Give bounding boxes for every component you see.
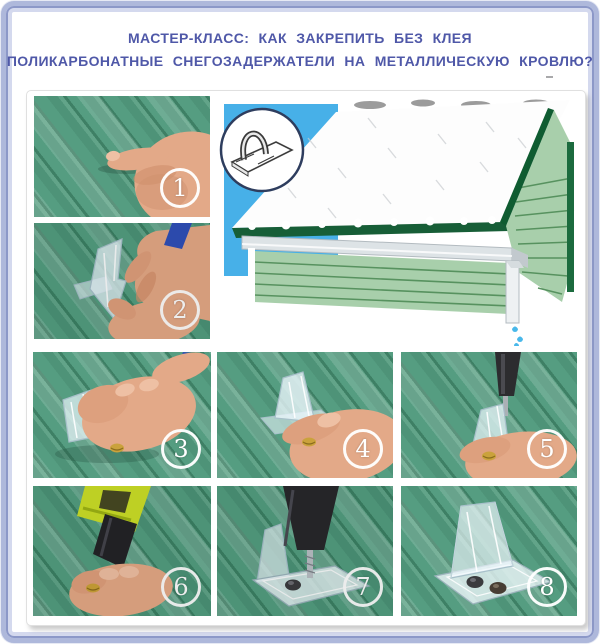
step-photo-6 — [33, 486, 211, 616]
step-number: 5 — [539, 435, 555, 463]
hand-icon — [67, 559, 176, 616]
house-snowy-roof-illustration — [218, 98, 576, 346]
screw-head-icon — [285, 580, 301, 591]
title-line-2: ПОЛИКАРБОНАТНЫЕ СНЕГОЗАДЕРЖАТЕЛИ НА МЕТАЛЛИЧЕСКУЮ КРОВЛЮ? — [6, 53, 594, 69]
hand-icon — [105, 119, 210, 217]
roof-illustration — [218, 98, 576, 346]
step-badge — [160, 290, 200, 330]
step-number: 6 — [173, 573, 189, 601]
step-photo-8 — [401, 486, 577, 616]
step-number: 4 — [355, 435, 371, 463]
step-number: 8 — [539, 573, 555, 601]
step-photo-7 — [217, 486, 393, 616]
ring-icon — [302, 438, 316, 447]
step-number: 1 — [172, 174, 188, 202]
snow-guard-inset-icon — [221, 109, 303, 191]
outer-frame — [1, 1, 599, 643]
step-photo-5 — [401, 352, 577, 478]
step-photo-3 — [33, 352, 211, 478]
ring-icon — [110, 444, 124, 453]
step-photo-4 — [217, 352, 393, 478]
water-drops-icon — [512, 327, 523, 347]
step-photo-1 — [34, 96, 210, 217]
step-badge — [527, 429, 567, 469]
ring-icon — [86, 584, 100, 593]
step-badge — [161, 429, 201, 469]
title-line-1: МАСТЕР-КЛАСС: КАК ЗАКРЕПИТЬ БЕЗ КЛЕЯ — [127, 30, 473, 46]
step-number: 7 — [355, 573, 371, 601]
step-photo-2 — [34, 223, 210, 339]
page-title — [6, 27, 594, 73]
step-number: 2 — [172, 296, 188, 324]
drill-icon — [77, 486, 151, 568]
step-badge — [343, 429, 383, 469]
step-number: 3 — [173, 435, 189, 463]
step-badge — [527, 567, 567, 607]
step-badge — [343, 567, 383, 607]
drill-chuck-icon — [283, 486, 339, 578]
step-badge — [160, 168, 200, 208]
small-dash-artifact — [546, 76, 553, 78]
step-badge — [161, 567, 201, 607]
ring-icon — [482, 452, 496, 461]
